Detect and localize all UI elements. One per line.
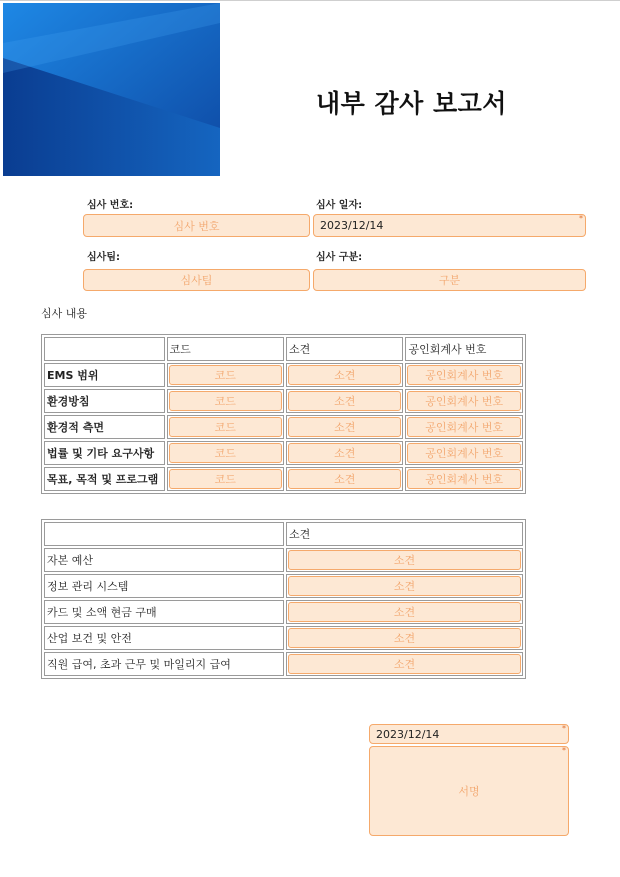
cpa-number-input[interactable]: 공인회계사 번호: [407, 417, 521, 437]
column-header: 코드: [167, 337, 284, 361]
finding-input[interactable]: 소견: [288, 417, 401, 437]
required-marker-icon: *: [579, 214, 583, 223]
cpa-number-input[interactable]: 공인회계사 번호: [407, 469, 521, 489]
table-row: [44, 652, 523, 676]
column-header: 소견: [286, 337, 403, 361]
column-header: 공인회계사 번호: [405, 337, 523, 361]
header-banner-image: [3, 3, 220, 176]
table-row: [44, 415, 523, 439]
audit-date-label: 심사 일자:: [316, 200, 363, 211]
required-marker-icon: *: [562, 724, 566, 733]
audit-team-input[interactable]: 심사팀: [83, 269, 310, 291]
finding-input[interactable]: 소견: [288, 576, 521, 596]
audit-type-input[interactable]: 구분: [313, 269, 586, 291]
cpa-number-input[interactable]: 공인회계사 번호: [407, 443, 521, 463]
audit-number-label: 심사 번호:: [87, 200, 134, 211]
signature-date-value: 2023/12/14: [376, 727, 440, 741]
audit-number-input[interactable]: 심사 번호: [83, 214, 310, 237]
blue-gradient-graphic: [3, 3, 220, 176]
required-marker-icon: *: [562, 746, 566, 755]
signature-placeholder: 서명: [458, 785, 480, 798]
audit-date-input[interactable]: [313, 214, 586, 237]
findings-table: [41, 334, 526, 494]
table-header-row: [44, 522, 523, 546]
audit-content-heading: 심사 내용: [41, 307, 88, 320]
table-row: [44, 389, 523, 413]
row-label: 목표, 목적 및 프로그램: [44, 467, 165, 491]
row-label: 카드 및 소액 현금 구매: [44, 600, 284, 624]
code-input[interactable]: 코드: [169, 443, 282, 463]
audit-team-label: 심사팀:: [87, 252, 120, 263]
top-border: [0, 0, 620, 1]
page-title: 내부 감사 보고서: [316, 89, 507, 118]
row-label: 정보 관리 시스템: [44, 574, 284, 598]
table-row: [44, 467, 523, 491]
table-row: [44, 441, 523, 465]
code-input[interactable]: 코드: [169, 417, 282, 437]
cpa-number-input[interactable]: 공인회계사 번호: [407, 365, 521, 385]
row-label: 산업 보건 및 안전: [44, 626, 284, 650]
row-label: 법률 및 기타 요구사항: [44, 441, 165, 465]
cpa-number-input[interactable]: 공인회계사 번호: [407, 391, 521, 411]
audit-type-label: 심사 구분:: [316, 252, 363, 263]
row-label: 환경방침: [44, 389, 165, 413]
audit-date-value: 2023/12/14: [320, 219, 384, 232]
finding-input[interactable]: 소견: [288, 365, 401, 385]
row-label: 환경적 측면: [44, 415, 165, 439]
finding-input[interactable]: 소견: [288, 391, 401, 411]
table-header-row: [44, 337, 523, 361]
row-label: 자본 예산: [44, 548, 284, 572]
finding-input[interactable]: 소견: [288, 550, 521, 570]
table-row: [44, 548, 523, 572]
code-input[interactable]: 코드: [169, 365, 282, 385]
table-row: [44, 363, 523, 387]
code-input[interactable]: 코드: [169, 469, 282, 489]
column-header: 소견: [286, 522, 523, 546]
table-row: [44, 626, 523, 650]
row-label: EMS 범위: [44, 363, 165, 387]
finding-input[interactable]: 소견: [288, 654, 521, 674]
empty-header-cell: [44, 337, 165, 361]
finding-input[interactable]: 소견: [288, 628, 521, 648]
finding-input[interactable]: 소견: [288, 443, 401, 463]
finding-input[interactable]: 소견: [288, 469, 401, 489]
table-row: [44, 574, 523, 598]
code-input[interactable]: 코드: [169, 391, 282, 411]
finding-input[interactable]: 소견: [288, 602, 521, 622]
signature-field[interactable]: [369, 746, 569, 836]
signature-date-input[interactable]: [369, 724, 569, 744]
management-findings-table: [41, 519, 526, 679]
row-label: 직원 급여, 초과 근무 및 마일리지 급여: [44, 652, 284, 676]
empty-header-cell: [44, 522, 284, 546]
table-row: [44, 600, 523, 624]
